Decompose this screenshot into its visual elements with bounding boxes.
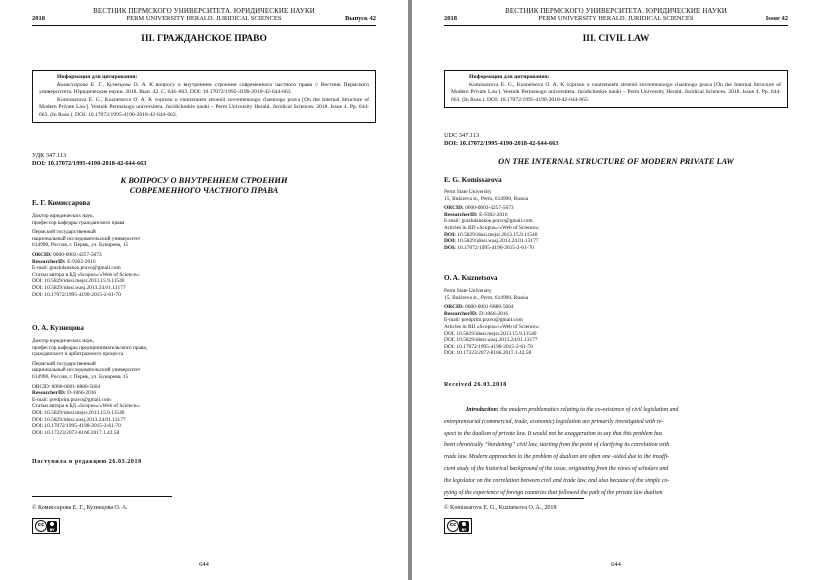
header-year: 2018 [32,15,45,22]
author-info-line: DOI: 10.17323/2072-8166.2017.1.42.58 [32,429,120,436]
introduction-text [444,405,788,499]
author-info-line: DOI: 10.17072/1995-4190-2015-2-61-70 [32,423,121,430]
author-name: О. А. Кузнецова [32,324,84,332]
intro-line: Introduction: the modern problematics relating to the co-existence of civil legislation and [466,407,679,413]
cc-by-license-icon [32,518,60,534]
header-journal-en: PERM UNIVERSITY HERALD. JURIDICAL SCIENCES [538,15,694,22]
author-info-line: DOI: 10.17323/2072-8166.2017.1.42.58 [444,350,532,357]
cc-logo-icon: cc [447,520,459,532]
received-date: Поступила в редакцию 26.03.2018 [32,459,142,465]
right-page [412,0,820,580]
author-info [32,213,376,298]
article-title [32,176,376,196]
author-info-line: национальный исследовательский университет [32,235,141,242]
page-number: 644 [611,561,621,568]
author-info-line: DOI: 10.17072/1995-4190-2015-2-61-70 [32,291,121,298]
cc-logo-icon: cc [35,520,47,532]
author-info [444,288,788,357]
author-info-line: Пермский государственный [32,229,96,236]
author-info-line: Articles in BD «Scopus»/«Web of Science»: [444,224,540,231]
author-info-line: ORCID: 0000-0001-6880-5604 [32,383,101,390]
author-info-line: DOI: 10.5829/idosi.mejsr.2013.15.9.11540 [32,278,125,285]
author-info-line: Статьи автора в БД «Scopus»/«Web of Science»: [32,271,141,278]
journal-title: ВЕСТНИК ПЕРМСКОГО УНИВЕРСИТЕТА. ЮРИДИЧЕСКИЕ НАУКИ [93,7,315,15]
article-title-line: СОВРЕМЕННОГО ЧАСТНОГО ПРАВА [129,186,279,195]
citation-box [444,70,788,108]
intro-line: pying of the experience of foreign countries that followed the path of the private law dualism [444,489,663,496]
citation-en: Komissarova E. G., Kuznetsova O. A. K voprosu o vnutrennem stroenii sovremennogo chastnogo prava [On the Internal Structure of Modern Private Law]. Vestnik Permskogo universiteta. Juridicheskie nauki – Perm University Herald. Juridical Sciences. 2018. Issue 4. Pp. 644-663. (In Russ.). DOI: 10.17072/1995-4190-2018-42-644-663. [39,96,369,118]
author-info-line: ResearcherID: D-1066-2016 [32,390,97,397]
citation-box [32,70,376,123]
header-issue: Выпуск 42 [345,15,376,22]
author-info-line: Статьи автора в БД «Scopus»/«Web of Science»: [32,403,141,410]
author-info-line: DOI: 10.5829/idosi.wasj.2013.24.01.13177 [444,337,538,344]
page-number: 644 [199,561,209,568]
author-info-line: DOI: 10.5829/idosi.wasj.2013.24.01.13177 [32,416,126,423]
footnote-rule [444,498,584,499]
author-info-line: E-mail: grazhdanskoe.pravo@gmail.com [444,218,533,225]
cc-by-license-icon [444,518,472,534]
author-info-line: 614990, Россия, г. Пермь, ул. Букирева, 15 [32,242,129,249]
author-info-line: Articles in BD «Scopus»/«Web of Science»: [444,323,540,330]
intro-line: the legislator on the correlation between civil and trade law, and also because of the simple co- [444,477,670,484]
author-info-line: Пермский государственный [32,360,96,367]
copyright-notice: © Komissarova E. G., Kuznetsova O. A., 2018 [444,505,557,511]
by-person-icon [459,521,469,532]
author-info-line: гражданского и арбитражного процесса [32,351,124,358]
section-title: III. CIVIL LAW [582,34,650,44]
author-info-line: DOI: 10.5829/idosi.wasj.2013.24.01.13177 [32,284,126,291]
citation-heading: Информация для цитирования: [469,74,550,80]
intro-line: entrepreneurial (commercial, trade, economic) legislation are primarily investigated with re- [444,418,664,425]
author-info-line: DOI: 10.5829/idosi.wasj.2013.24.01.13177 [444,238,539,245]
header-year: 2018 [444,15,457,22]
article-title [444,157,788,167]
author-info [32,338,376,436]
udc-code: UDC 347.113 [444,132,480,139]
citation-en: Komissarova E. G., Kuznetsova O. A. K voprosu o vnutrennem stroenii sovremennogo chastnogo prava [On the Internal Structure of Modern Private Law]. Vestnik Permskogo universiteta. Juridicheskie nauki – Perm University Herald. Juridical Sciences. 2018. Issue 4. Pp. 644-663. (In Russ.). DOI: 10.17072/1995-4190-2018-42-644-663. [451,81,781,103]
author-info-line: национальный исследовательский университет [32,367,141,374]
author-info-line: 15, Bukireva st., Perm, 614990, Russia [444,294,529,301]
author-info-line: DOI: 10.5829/idosi.mejsr.2013.15.9.11540 [32,409,125,416]
author-info-line: DOI: 10.5829/idosi.mejsr.2013.15.9.11540 [444,330,537,337]
author-name: E. G. Komissarova [444,176,502,184]
cc-by-label: BY [49,528,55,532]
author-info-line: DOI: 10.17072/1995-4190-2015-2-61-70 [444,343,533,350]
author-info-line: E-mail: predprim.pravo@gmail.com [444,317,523,324]
intro-line: cient study of the historical background of the issue, originating from the views of scholars and [444,465,669,472]
copyright-notice: © Комиссарова Е. Г., Кузнецова О. А. [32,505,128,511]
author-info-line: ResearcherID: E-9302-2016 [32,258,96,265]
section-title: III. ГРАЖДАНСКОЕ ПРАВО [141,34,267,44]
article-doi: DOI: 10.17072/1995-4190-2018-42-644-663 [444,140,559,147]
author-info-line: ResearcherID: E-9302-2016 [444,211,508,218]
left-page [0,0,408,580]
author-info-line: ORCID: 0000-0003-4257-5673 [444,205,514,212]
author-info-line: E-mail: grazhdanskoe.pravo@gmail.com [32,265,121,272]
author-info-line: E-mail: predprim.pravo@gmail.com [32,396,111,403]
udc-code: УДК 347.113 [32,152,67,159]
footnote-rule [32,496,172,497]
author-info-line: Доктор юридических наук, [32,338,95,344]
received-date: Received 26.03.2018 [444,382,507,388]
article-title-line: ON THE INTERNAL STRUCTURE OF MODERN PRIVATE LAW [498,157,734,166]
article-doi: DOI: 10.17072/1995-4190-2018-42-644-663 [32,160,147,167]
intro-line: trade law. Modern approaches to the problem of dualism are often one -sided due to the insuffi- [444,454,670,461]
author-info-line: ORCID: 0000-0001-6880-5604 [444,304,514,311]
author-info-line: 614990, Россия, г. Пермь, ул. Букирева, 15 [32,373,129,380]
citation-heading: Информация для цитирования: [57,74,138,80]
author-info-line: Доктор юридических наук, [32,213,95,219]
author-info-line: DOI: 10.17072/1995-4190-2015-2-61-70 [444,244,534,251]
author-info-line: 15, Bukireva st., Perm, 614990, Russia [444,195,529,202]
author-name: Е. Г. Комиссарова [32,199,91,207]
header-journal-en: PERM UNIVERSITY HERALD. JURIDICAL SCIENCES [126,15,282,22]
author-info-line: Perm State University [444,189,492,195]
author-info [444,189,788,251]
author-name: O. A. Kuznetsova [444,274,498,282]
by-person-icon [47,521,57,532]
running-header [444,15,788,26]
author-info-line: профессор кафедры гражданского права [32,219,125,226]
intro-line: been chronically “burdening” civil law, starting from the point of clarifying its correlation with [444,442,670,449]
author-info-line: ResearcherID: D-1066-2016 [444,310,509,317]
cc-by-label: BY [461,528,467,532]
running-header [32,15,376,26]
article-title-line: К ВОПРОСУ О ВНУТРЕННЕМ СТРОЕНИИ [120,176,288,185]
author-info-line: Perm State University [444,288,492,294]
intro-line: spect to the dualism of private law. It would not be exaggeration to say that this problem has [444,430,663,437]
author-info-line: DOI: 10.5829/idosi.mejsr.2013.15.9.11540 [444,231,538,238]
journal-title: ВЕСТНИК ПЕРМСКОГО УНИВЕРСИТЕТА. ЮРИДИЧЕСКИЕ НАУКИ [505,7,727,15]
citation-ru: Комиссарова Е. Г., Кузнецова О. А. К вопросу о внутреннем строении современного частного права // Вестник Пермского университета. Юридические науки. 2018. Вып. 42. C. 644–663. DOI: 10.17072/1995-4190-2018-42-644-663. [39,81,369,95]
author-info-line: профессор кафедры предпринимательского права, [32,344,148,351]
author-info-line: ORCID: 0000-0003-4257-5673 [32,251,102,258]
header-issue: Issue 42 [765,15,788,22]
